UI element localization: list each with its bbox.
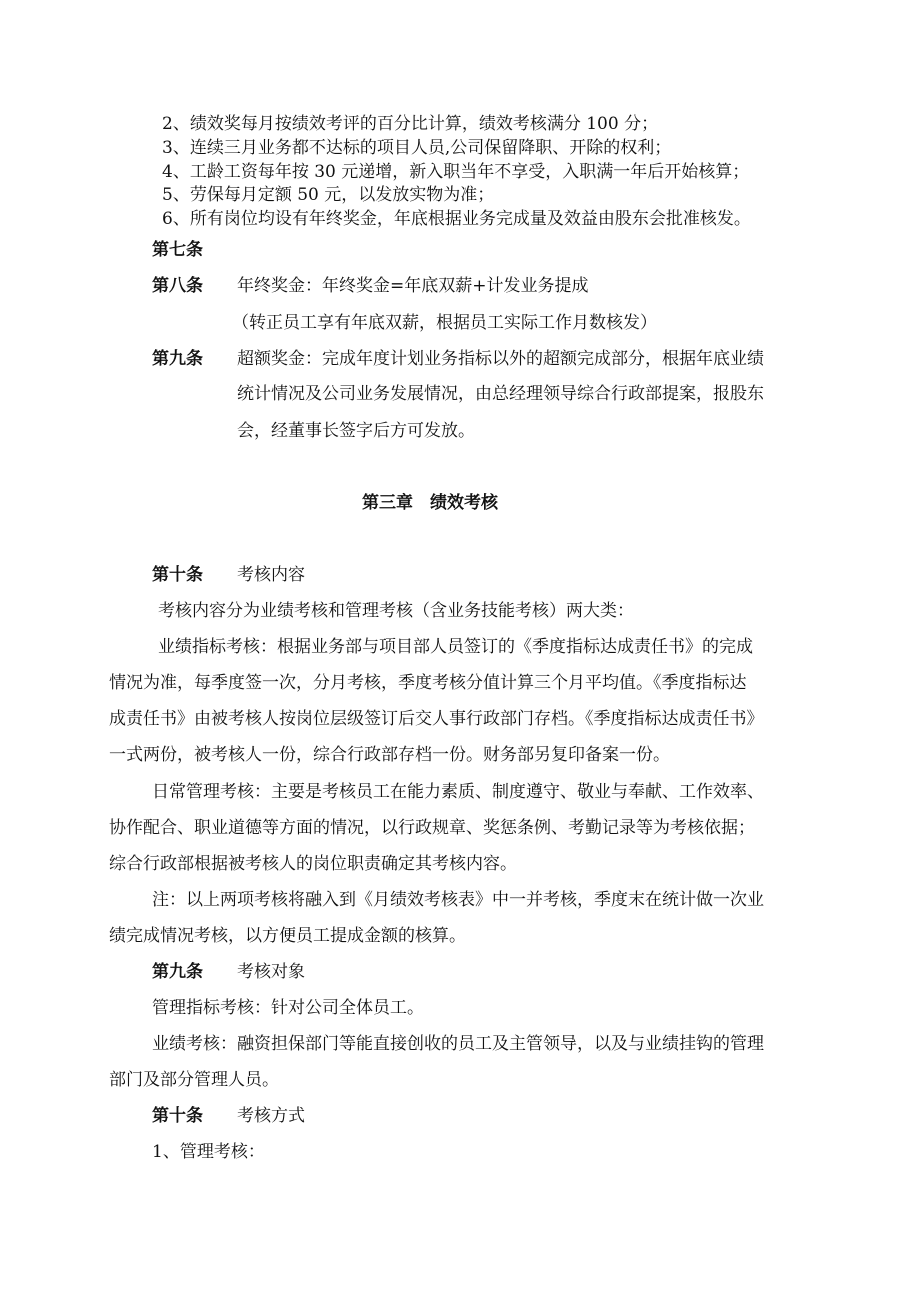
list-item-6: 6、所有岗位均设有年终奖金，年底根据业务完成量及效益由股东会批准核发。	[162, 209, 751, 229]
article-9a-line-1: 超额奖金：完成年度计划业务指标以外的超额完成部分，根据年底业绩	[237, 349, 764, 369]
list-item-4: 4、工龄工资每年按 30 元递增，新入职当年不享受，入职满一年后开始核算；	[162, 162, 750, 182]
daily-para-line-2: 协作配合、职业道德等方面的情况，以行政规章、奖惩条例、考勤记录等为考核依据；	[109, 818, 755, 838]
article-9a-line-2: 统计情况及公司业务发展情况，由总经理领导综合行政部提案，报股东	[237, 384, 764, 404]
management-assessment: 管理指标考核：针对公司全体员工。	[152, 998, 424, 1018]
chapter-title: 第三章 绩效考核	[362, 493, 498, 513]
daily-para-line-1: 日常管理考核：主要是考核员工在能力素质、制度遵守、敬业与奉献、工作效率、	[152, 782, 764, 802]
article-10a-title: 第十条	[152, 565, 203, 585]
article-8-text: 年终奖金：年终奖金=年底双薪+计发业务提成	[237, 276, 589, 296]
article-8-title: 第八条	[152, 276, 203, 296]
article-10b-title: 第十条	[152, 1106, 203, 1126]
performance-para-line-3: 成责任书》由被考核人按岗位层级签订后交人事行政部门存档。《季度指标达成责任书》	[109, 709, 764, 729]
list-item-5: 5、劳保每月定额 50 元，以发放实物为准；	[162, 185, 495, 205]
note-line-1: 注：以上两项考核将融入到《月绩效考核表》中一并考核，季度末在统计做一次业	[152, 890, 764, 910]
article-8-note: （转正员工享有年底双薪，根据员工实际工作月数核发）	[232, 313, 657, 333]
performance-para-line-4: 一式两份，被考核人一份，综合行政部存档一份。财务部另复印备案一份。	[109, 745, 670, 765]
performance-para-line-1: 业绩指标考核：根据业务部与项目部人员签订的《季度指标达成责任书》的完成	[158, 637, 753, 657]
article-7-title: 第七条	[152, 240, 203, 260]
article-9a-title: 第九条	[152, 349, 203, 369]
note-line-2: 绩完成情况考核，以方便员工提成金额的核算。	[109, 926, 466, 946]
assessment-intro: 考核内容分为业绩考核和管理考核（含业务技能考核）两大类：	[158, 601, 634, 621]
list-item-2: 2、绩效奖每月按绩效考评的百分比计算，绩效考核满分 100 分；	[162, 114, 659, 134]
daily-para-line-3: 综合行政部根据被考核人的岗位职责确定其考核内容。	[109, 854, 517, 874]
article-9b-heading: 考核对象	[237, 962, 305, 982]
article-9a-line-3: 会，经董事长签字后方可发放。	[237, 421, 475, 441]
list-item-3: 3、连续三月业务都不达标的项目人员,公司保留降职、开除的权利；	[162, 138, 672, 158]
article-9b-title: 第九条	[152, 962, 203, 982]
performance-scope-line-1: 业绩考核：融资担保部门等能直接创收的员工及主管领导，以及与业绩挂钩的管理	[152, 1034, 764, 1054]
performance-para-line-2: 情况为准，每季度签一次，分月考核，季度考核分值计算三个月平均值。《季度指标达	[109, 673, 747, 693]
performance-scope-line-2: 部门及部分管理人员。	[109, 1070, 279, 1090]
article-10b-heading: 考核方式	[237, 1106, 305, 1126]
article-10a-heading: 考核内容	[237, 565, 305, 585]
item-1-management: 1、管理考核：	[152, 1142, 265, 1162]
